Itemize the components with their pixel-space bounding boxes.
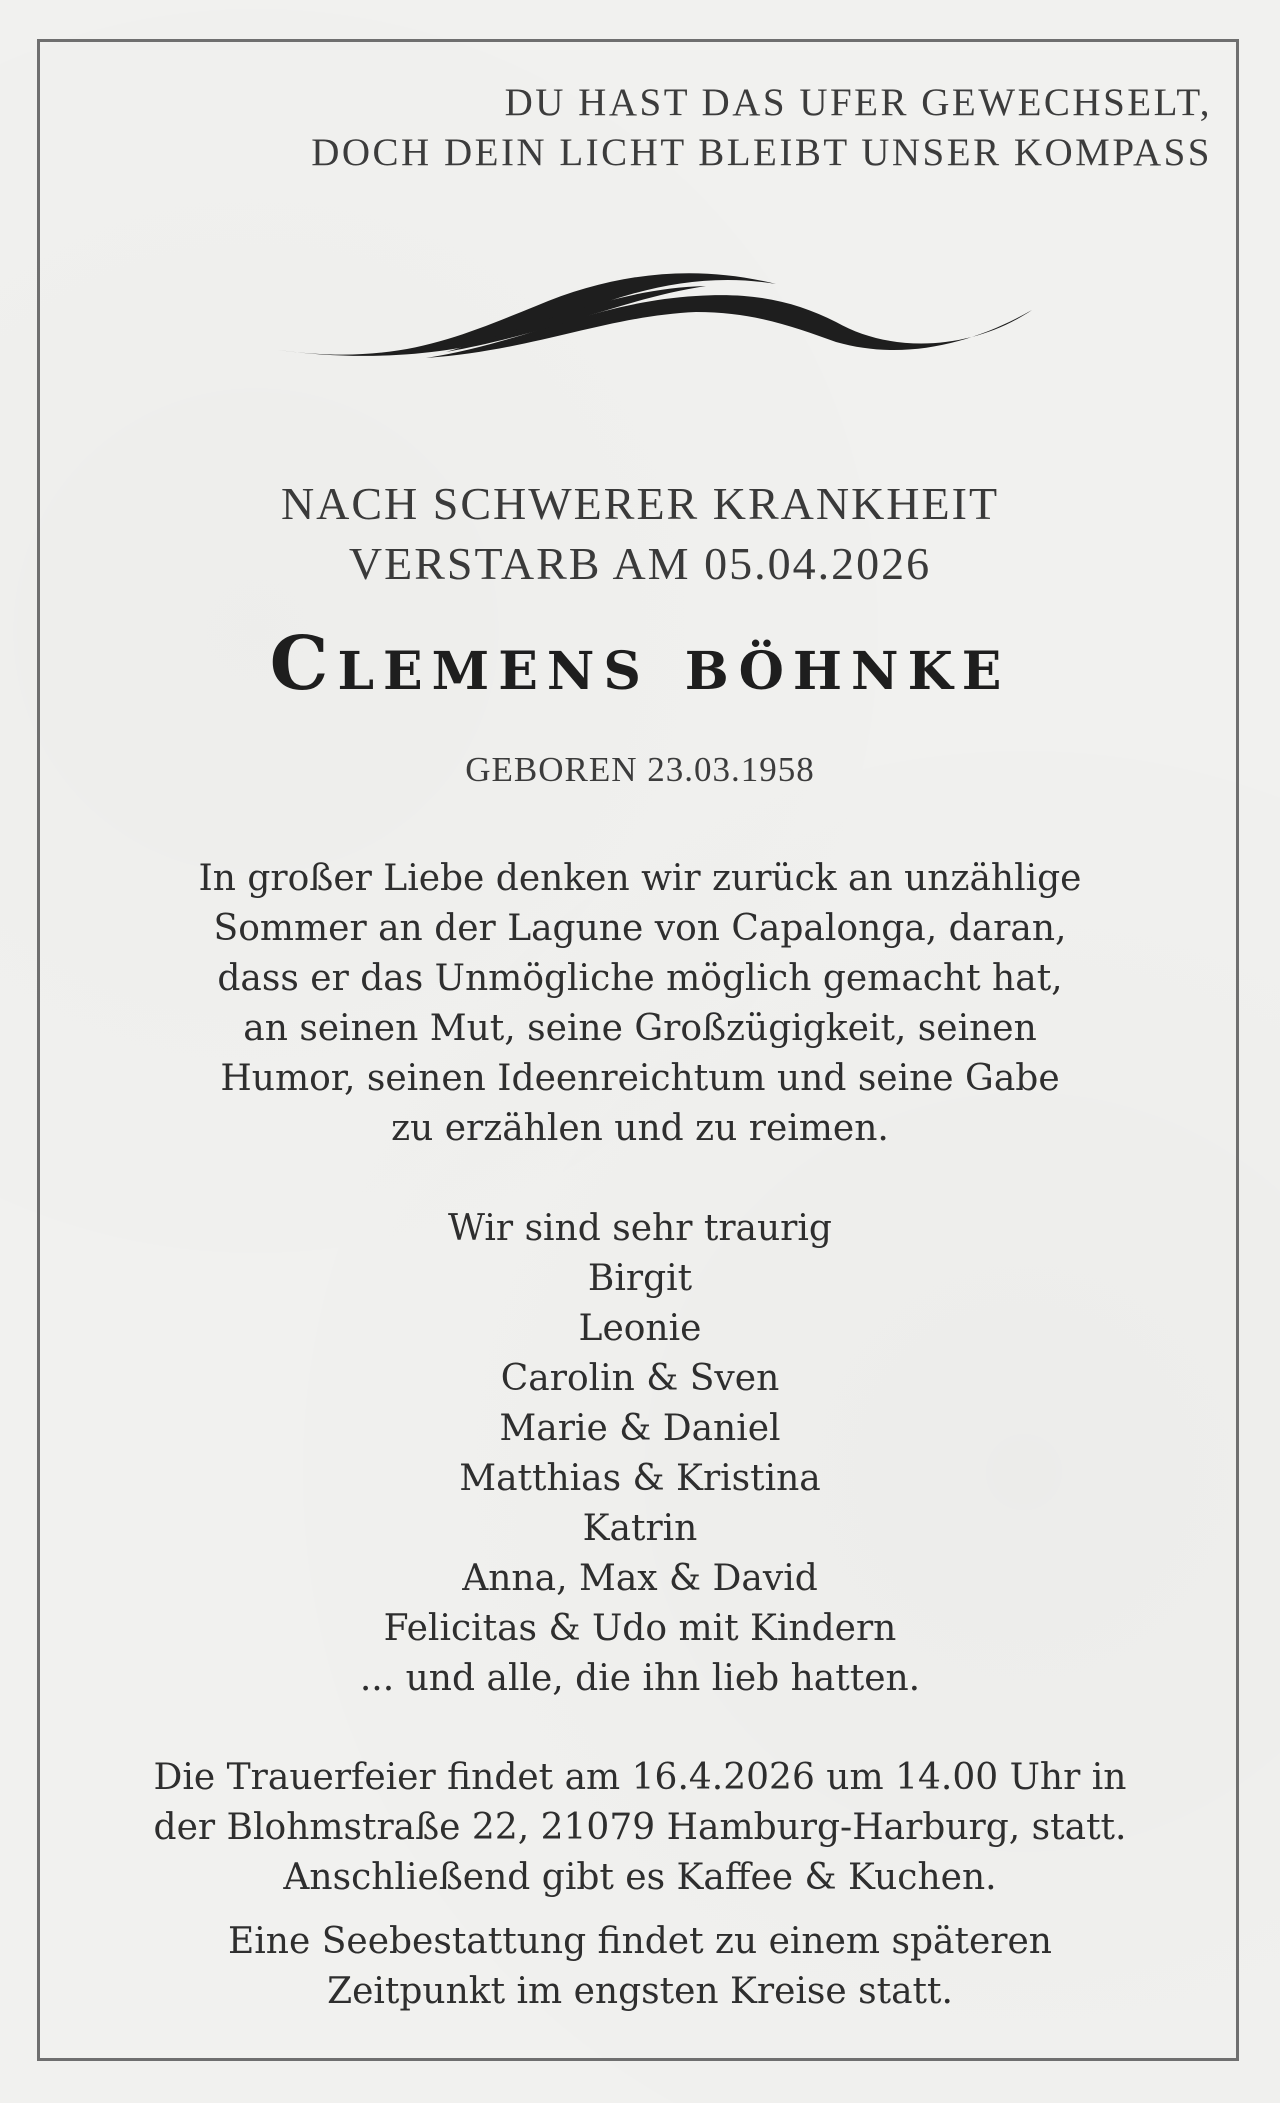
motto-quote xyxy=(311,78,1212,178)
tribute-line: an seinen Mut, seine Großzügigkeit, seinen xyxy=(243,1008,1037,1049)
funeral-details xyxy=(40,1753,1240,1903)
mourner-name: Anna, Max & David xyxy=(462,1558,818,1599)
mourners-heading: Wir sind sehr traurig xyxy=(448,1208,832,1249)
intro-line-2: VERSTARB AM 05.04.2026 xyxy=(348,538,932,589)
tribute-line: In großer Liebe denken wir zurück an unzählige xyxy=(198,858,1082,899)
ceremony-line: Die Trauerfeier findet am 16.4.2026 um 14.00 Uhr in xyxy=(153,1757,1127,1798)
mourner-name: Leonie xyxy=(578,1308,702,1349)
tribute-paragraph xyxy=(40,854,1240,1154)
burial-line: Eine Seebestattung findet zu einem späteren xyxy=(228,1921,1052,1962)
ceremony-line: der Blohmstraße 22, 21079 Hamburg-Harburg, statt. xyxy=(153,1807,1127,1848)
mourner-name: Katrin xyxy=(582,1508,698,1549)
motto-line-2: DOCH DEIN LICHT BLEIBT UNSER KOMPASS xyxy=(311,131,1212,174)
death-announcement xyxy=(40,474,1240,594)
mourners-list xyxy=(40,1204,1240,1704)
tribute-line: zu erzählen und zu reimen. xyxy=(391,1108,889,1149)
mourner-name: Carolin & Sven xyxy=(500,1358,780,1399)
mourner-name: Birgit xyxy=(587,1258,693,1299)
wave-ornament-icon xyxy=(276,262,1034,370)
mourner-name: Felicitas & Udo mit Kindern xyxy=(383,1608,897,1649)
mourner-name: Matthias & Kristina xyxy=(459,1458,821,1499)
ceremony-line: Anschließend gibt es Kaffee & Kuchen. xyxy=(283,1857,997,1898)
burial-line: Zeitpunkt im engsten Kreise statt. xyxy=(327,1971,953,2012)
mourners-closing: ... und alle, die ihn lieb hatten. xyxy=(359,1658,921,1699)
tribute-line: Humor, seinen Ideenreichtum und seine Gabe xyxy=(220,1058,1060,1099)
motto-line-1: DU HAST DAS UFER GEWECHSELT, xyxy=(504,81,1212,124)
mourner-name: Marie & Daniel xyxy=(499,1408,781,1449)
sea-burial-note xyxy=(40,1917,1240,2017)
tribute-line: dass er das Unmögliche möglich gemacht hat, xyxy=(217,958,1063,999)
birth-date: GEBOREN 23.03.1958 xyxy=(465,750,815,789)
deceased-name: Clemens böhnke xyxy=(269,621,1011,707)
tribute-line: Sommer an der Lagune von Capalonga, daran, xyxy=(213,908,1067,949)
intro-line-1: NACH SCHWERER KRANKHEIT xyxy=(280,478,1000,529)
